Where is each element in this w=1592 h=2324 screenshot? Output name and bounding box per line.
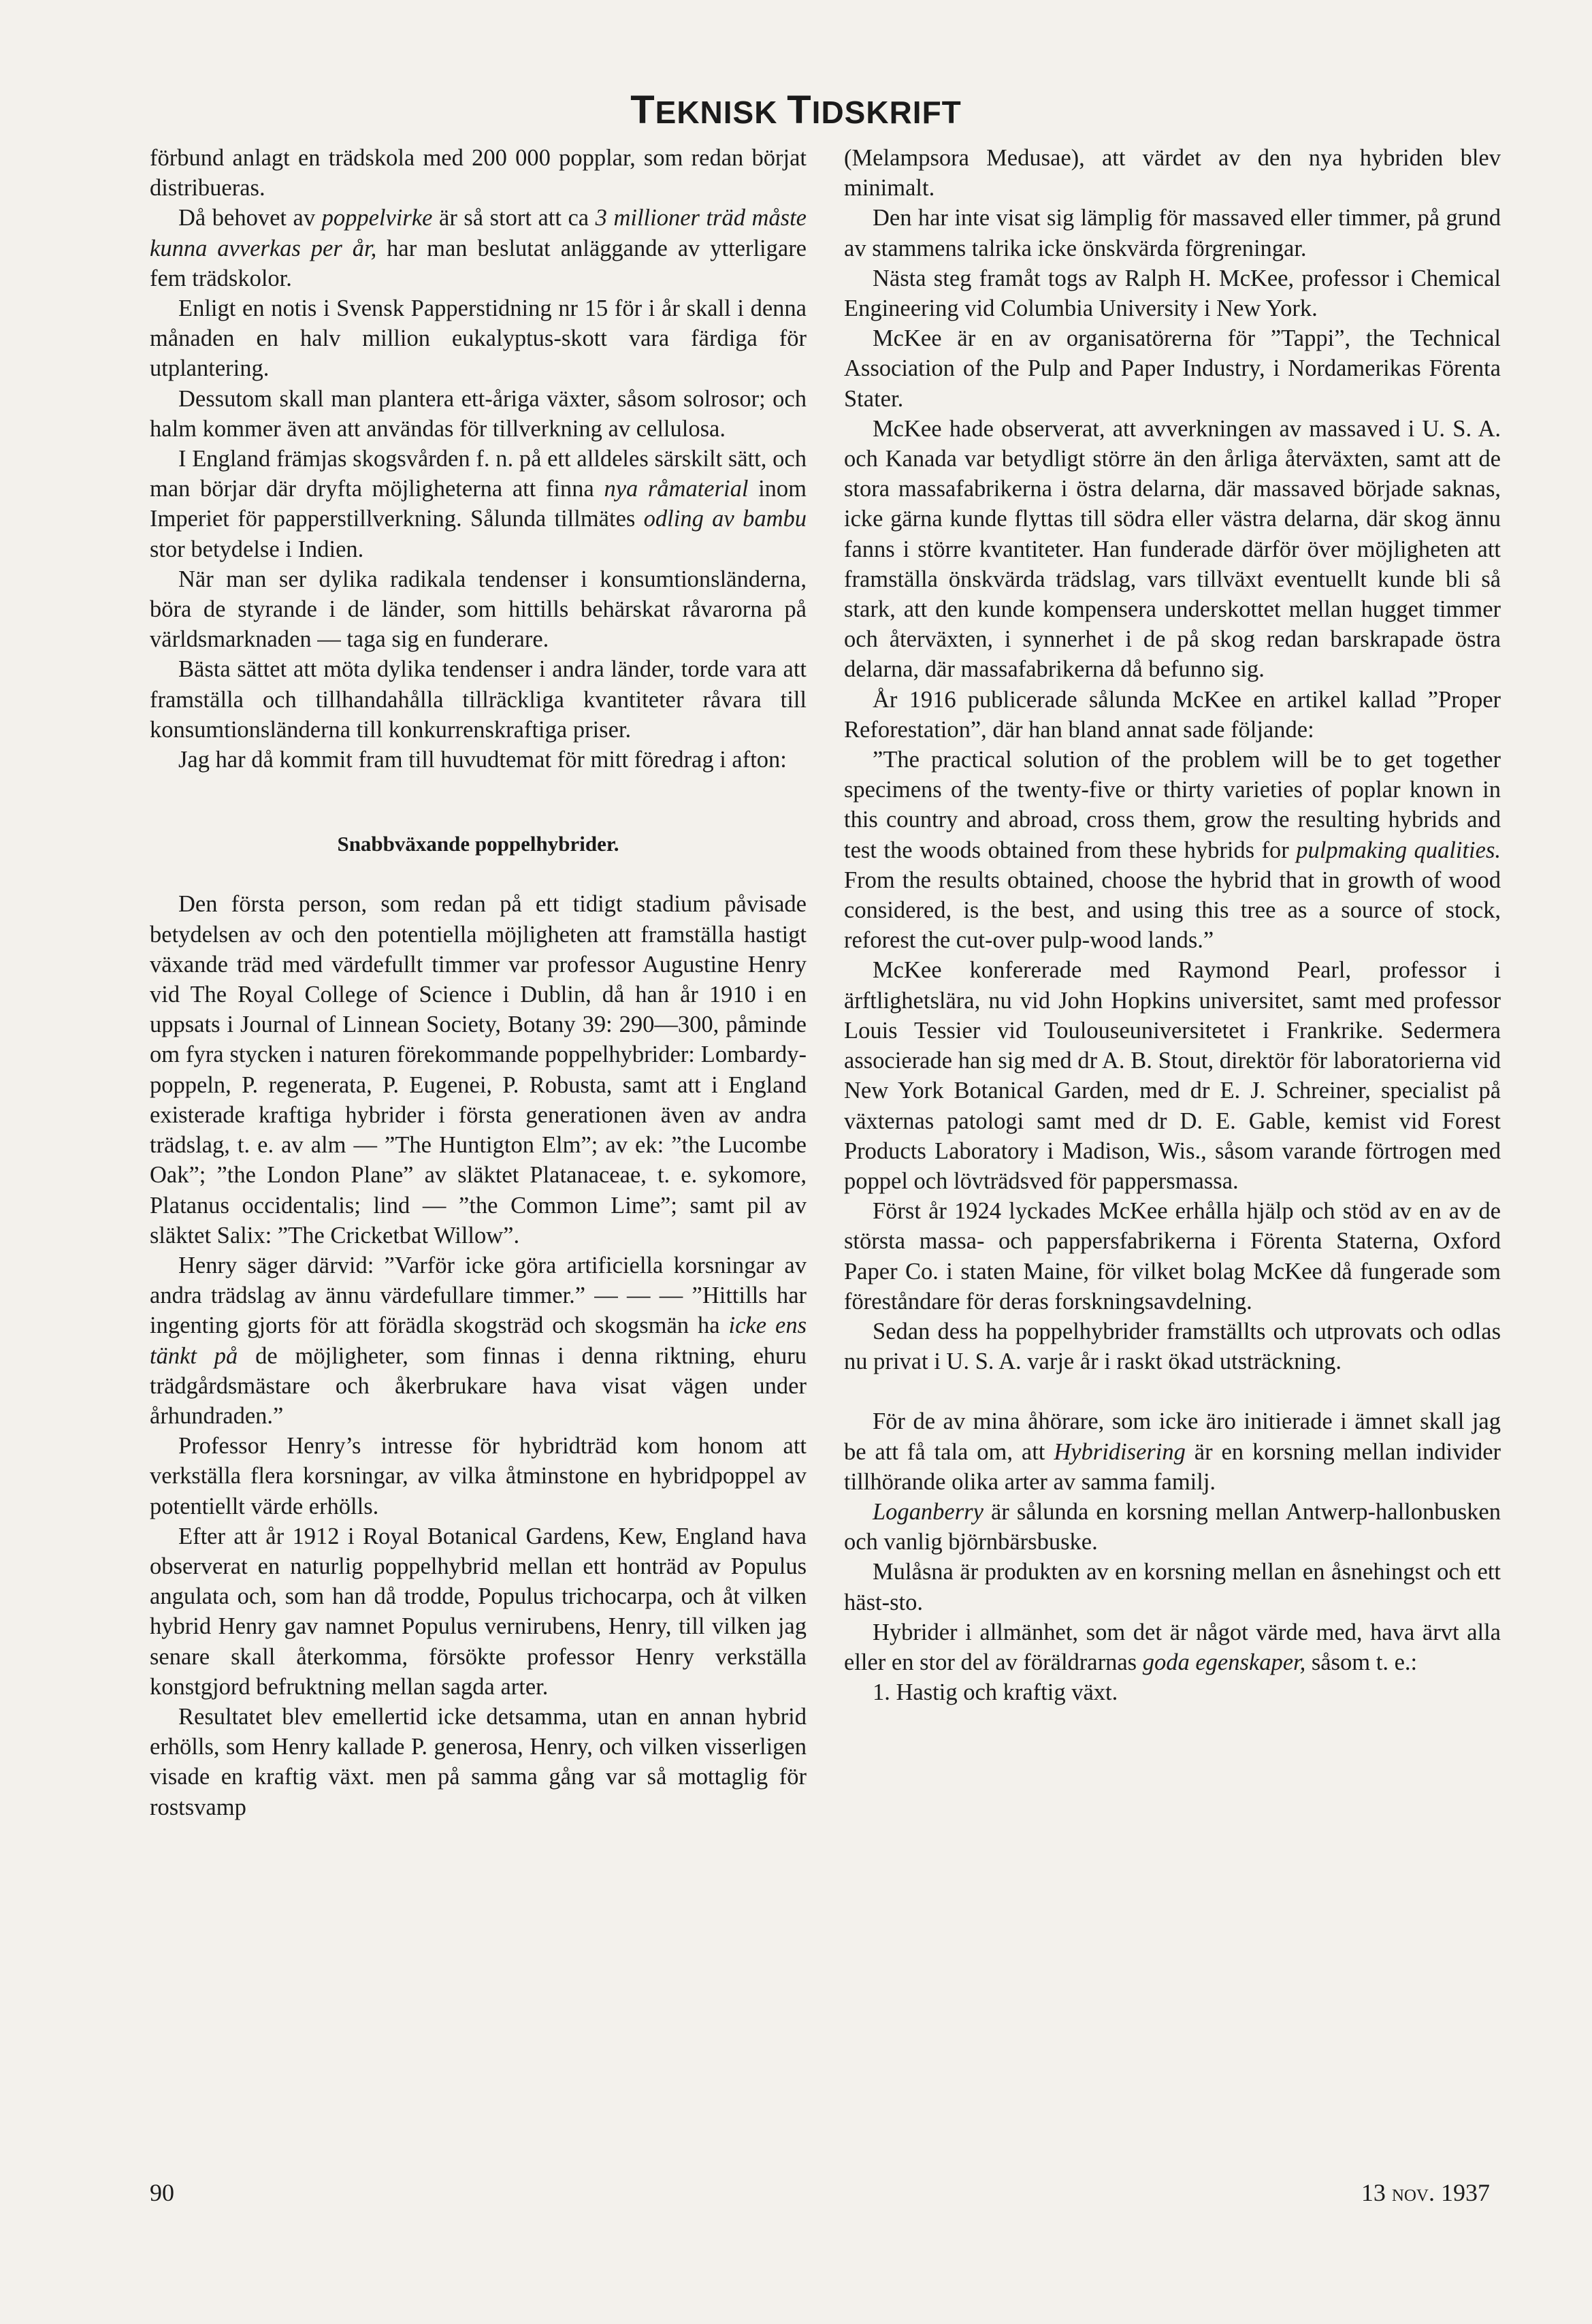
paragraph: Jag har då kommit fram till huvudtemat för mitt föredrag i afton: xyxy=(178,747,787,773)
paragraph: För de av mina åhörare, som icke äro initierade i ämnet skall jag be att få tala om, att Hybridisering är en korsning mellan individer tillhörande olika arter av samma familj. xyxy=(844,1408,1501,1495)
paragraph: Nästa steg framåt togs av Ralph H. McKee, professor i Chemical Engineering vid Columbia University i New York. xyxy=(844,265,1501,322)
paragraph: Den första person, som redan på ett tidigt stadium påvisade betydelsen av och den potentiella möjligheten att framställa hastigt växande träd med värdefullt timmer var professor Augustine Henry vid The Royal College of Science i Dublin, då han år 1910 i en uppsats i Journal of Linnean Society, Botany 39: 290—300, påminde om fyra stycken i naturen förekommande poppelhybrider: Lombardy-poppeln, P. regenerata, P. Eugenei, P. Robusta, samt att i England existerade kraftiga hybrider i första generationen även av andra trädslag, t. e. av alm — ”The Huntigton Elm”; av ek: ”the Lucombe Oak”; ”the London Plane” av släktet Platanaceae, t. e. sykomore, Platanus occidentalis; lind — ”the Common Lime”; samt pil av släktet Salix: ”The Cricketbat Willow”. xyxy=(150,891,807,1248)
paragraph: Enligt en notis i Svensk Papperstidning nr 15 för i år skall i denna månaden en halv million eukalyptus-skott vara färdiga för utplantering. xyxy=(150,295,807,382)
paragraph: Sedan dess ha poppelhybrider framställts och utprovats och odlas nu privat i U. S. A. varje år i raskt ökad utsträckning. xyxy=(844,1318,1501,1375)
paragraph: McKee är en av organisatörerna för ”Tappi”, the Technical Association of the Pulp and Paper Industry, i Nordamerikas Förenta Stater. xyxy=(844,325,1501,412)
paragraph: Bästa sättet att möta dylika tendenser i andra länder, torde vara att framställa och tillhandahålla tillräckliga kvantiteter råvara till konsumtionsländerna till konkurrenskraftiga priser. xyxy=(150,656,807,743)
paragraph: McKee hade observerat, att avverkningen av massaved i U. S. A. och Kanada var betydligt större än den årliga återväxten, samt att de stora massafabrikerna i östra delarna, där massaved började saknas, icke gärna kunde flyttas till södra eller västra delarna, där skog ännu fanns i större kvantiteter. Han funderade därför över möjligheten att framställa önskvärda trädslag, vars tillväxt eventuellt kunde bli så stark, att den kunde kompensera underskottet mellan hugget timmer och återväxten, i synnerhet i de på skog redan barskrapade östra delarna, där massafabrikerna då befunno sig. xyxy=(844,415,1501,683)
header-initial-2: T xyxy=(787,88,812,132)
paragraph: I England främjas skogsvården f. n. på ett alldeles särskilt sätt, och man börjar där dryfta möjligheterna att finna nya råmaterial inom Imperiet för papperstillverkning. Sålunda tillmätes odling av bambu stor betydelse i Indien. xyxy=(150,446,807,562)
paragraph: År 1916 publicerade sålunda McKee en artikel kallad ”Proper Reforestation”, där han bland annat sade följande: xyxy=(844,686,1501,743)
left-column xyxy=(150,143,807,1822)
emphasis: poppelvirke xyxy=(321,205,433,231)
quotation: ”The practical solution of the problem will be to get together specimens of the twenty-five or thirty varieties of poplar known in this country and abroad, cross them, grow the resulting hybrids and test the woods obtained from these hybrids for pulpmaking qualities. From the results obtained, choose the hybrid that in growth of wood considered, is the best, and using this tree as a source of stock, reforest the cut-over pulp-wood lands.” xyxy=(844,747,1501,954)
paragraph: Professor Henry’s intresse för hybridträd kom honom att verkställa flera korsningar, av vilka åtminstone en hybridpoppel av potentiellt värde erhölls. xyxy=(150,1433,807,1519)
emphasis: pulpmaking qualities. xyxy=(1296,837,1501,863)
emphasis: Loganberry xyxy=(873,1498,984,1525)
paragraph: McKee konfererade med Raymond Pearl, professor i ärftlighetslära, nu vid John Hopkins universitet, samt med professor Louis Tessier vid Toulouseuniversitetet i Frankrike. Sedermera associerade han sig med dr A. B. Stout, direktör för laboratorierna vid New York Botanical Garden, med dr E. J. Schreiner, specialist på växternas patologi samt med dr D. E. Gable, kemist vid Forest Products Laboratory i Madison, Wis., såsom varande förtrogen med poppel och lövträdsved för pappersmassa. xyxy=(844,957,1501,1194)
emphasis: goda egenskaper, xyxy=(1142,1649,1306,1675)
header-word-1-rest: EKNISK xyxy=(655,95,778,130)
section-heading: Snabbväxande poppelhybrider. xyxy=(337,832,619,856)
paragraph: Resultatet blev emellertid icke detsamma, utan en annan hybrid erhölls, som Henry kallade P. generosa, Henry, och vilken visserligen visade en kraftig växt. men på samma gång var så mottaglig för rostsvamp xyxy=(150,1703,807,1820)
paragraph: Loganberry är sålunda en korsning mellan Antwerp-hallonbusken och vanlig björnbärsbuske. xyxy=(844,1498,1501,1555)
paragraph: Först år 1924 lyckades McKee erhålla hjälp och stöd av en av de största massa- och pappersfabrikerna i Förenta Staterna, Oxford Paper Co. i staten Maine, för vilket bolag McKee då fungerade som föreståndare för deras forskningsavdelning. xyxy=(844,1198,1501,1314)
paragraph: (Melampsora Medusae), att värdet av den nya hybriden blev minimalt. xyxy=(844,145,1501,201)
emphasis: nya råmaterial xyxy=(604,476,749,502)
emphasis: icke ens tänkt på xyxy=(150,1312,807,1369)
header-initial-1: T xyxy=(630,88,655,132)
paragraph: När man ser dylika radikala tendenser i konsumtionsländerna, böra de styrande i de länder, som hittills behärskat råvarorna på världsmarknaden — taga sig en funderare. xyxy=(150,566,807,653)
list-item: 1. Hastig och kraftig växt. xyxy=(873,1679,1118,1706)
emphasis: Hybridisering xyxy=(1054,1438,1186,1465)
paragraph: Då behovet av poppelvirke är så stort att ca 3 millioner träd måste kunna avverkas per år, har man beslutat anläggande av ytterligare fem trädskolor. xyxy=(150,205,807,291)
emphasis: odling av bambu xyxy=(643,506,807,532)
paragraph: Henry säger därvid: ”Varför icke göra artificiella korsningar av andra trädslag av ännu värdefullare timmer.” — — — ”Hittills har ingenting gjorts för att förädla skogsträd och skogsmän ha icke ens tänkt på de möjligheter, som finnas i denna riktning, ehuru trädgårdsmästare och åkerbrukare hava visat vägen under århundraden.” xyxy=(150,1252,807,1429)
issue-date: 13 nov. 1937 xyxy=(1361,2179,1490,2206)
paragraph: Hybrider i allmänhet, som det är något värde med, hava ärvt alla eller en stor del av föräldrarnas goda egenskaper, såsom t. e.: xyxy=(844,1619,1501,1675)
page-number: 90 xyxy=(150,2179,174,2206)
paragraph: förbund anlagt en trädskola med 200 000 popplar, som redan börjat distribueras. xyxy=(150,145,807,201)
paragraph: Den har inte visat sig lämplig för massaved eller timmer, på grund av stammens talrika icke önskvärda förgreningar. xyxy=(844,205,1501,261)
right-column xyxy=(844,143,1501,1707)
journal-header xyxy=(0,87,1592,133)
paragraph: Dessutom skall man plantera ett-åriga växter, såsom solrosor; och halm kommer även att användas för tillverkning av cellulosa. xyxy=(150,385,807,442)
paragraph: Efter att år 1912 i Royal Botanical Gardens, Kew, England hava observerat en naturlig poppelhybrid mellan ett honträd av Populus angulata och, som han då trodde, Populus trichocarpa, och åt vilken hybrid Henry gav namnet Populus vernirubens, Henry, till vilken jag senare skall återkomma, försökte professor Henry verkställa konstgjord befruktning mellan sagda arter. xyxy=(150,1523,807,1700)
paragraph: Mulåsna är produkten av en korsning mellan en åsnehingst och ett häst-sto. xyxy=(844,1559,1501,1615)
emphasis: 3 millioner träd måste kunna avverkas per år, xyxy=(150,205,807,261)
header-word-2-rest: IDSKRIFT xyxy=(811,95,962,130)
